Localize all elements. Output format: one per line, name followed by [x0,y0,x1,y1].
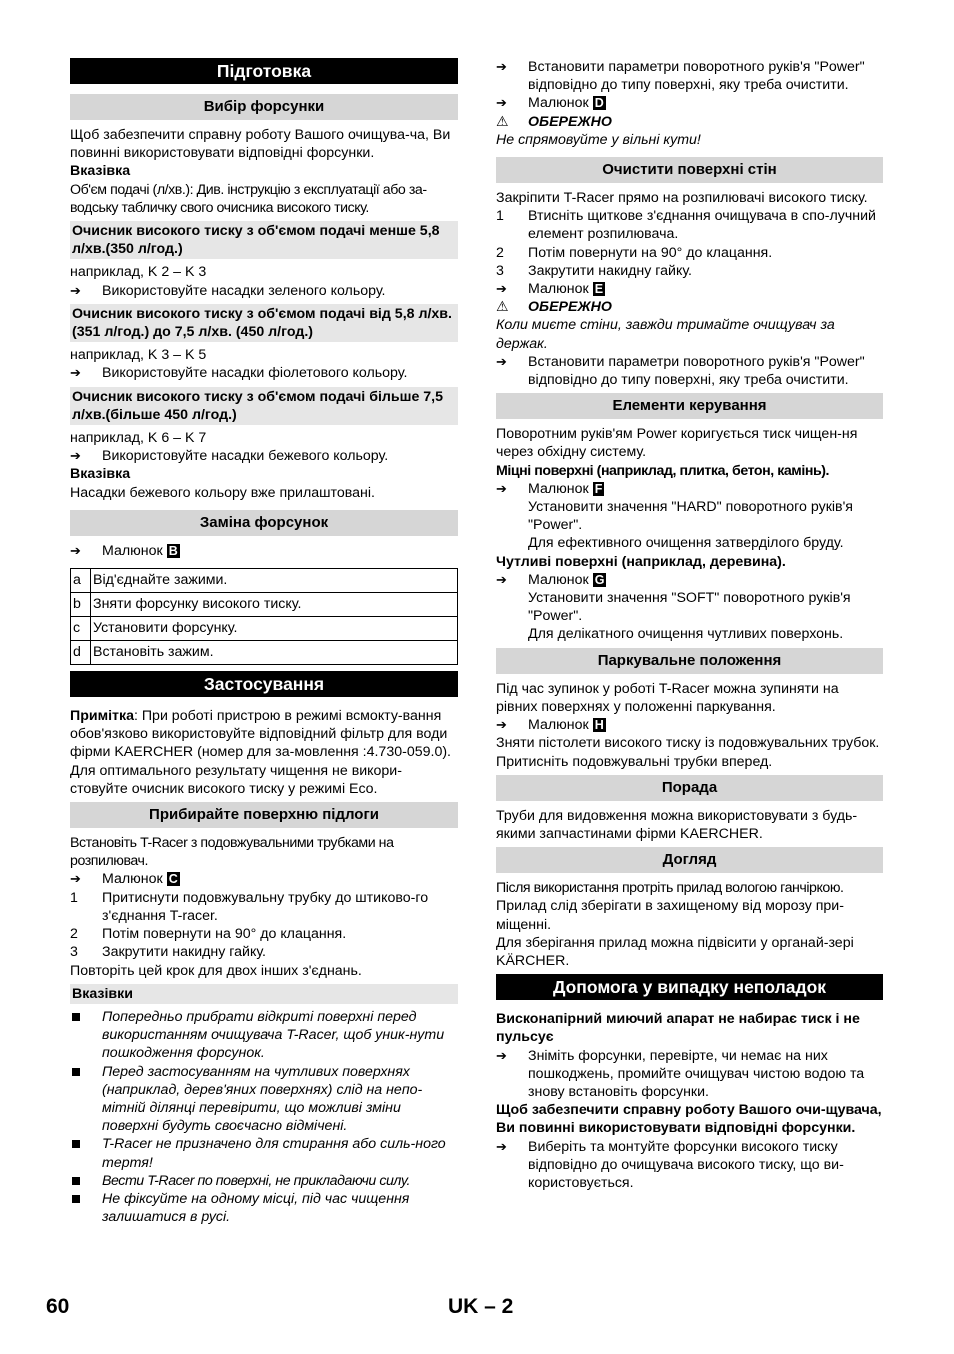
care-paragraph-2: Прилад слід зберігати в захищеному від морозу при-міщенні. [496,898,844,933]
floor-paragraph: Встановіть T-Racer з подовжувальними трубками на розпилювач. [70,835,394,870]
parking-paragraph: Під час зупинок у роботі T-Racer можна зупиняти на рівних поверхнях у положенні паркування. [496,680,839,715]
list-item [70,447,458,465]
table-row: d Встановіть зажим. [71,641,458,665]
left-column [70,58,458,1226]
trouble-2-text: Виберіть та монтуйте форсунки високого тиску відповідно до очищувача високого тиску, що ви-користовується. [528,1138,844,1191]
table-row: a Від'єднайте зажими. [71,569,458,593]
figure-label: Малюнок [528,717,589,734]
arrow-icon: ➔ [496,1047,507,1063]
arrow-icon: ➔ [496,717,507,733]
bullet-square-icon [72,1195,80,1203]
figure-ref-d [496,94,883,112]
trouble-2-label: Щоб забезпечити справну роботу Вашого очи-щувача, Ви повинні використовувати відповідні форсунки. [496,1102,882,1137]
use-green-nozzles: Використовуйте насадки зеленого кольору. [102,282,386,299]
note2-paragraph: Насадки бежевого кольору вже прилаштовані. [70,484,375,501]
warning-triangle-icon: ⚠ [496,113,509,130]
arrow-icon: ➔ [496,1138,507,1154]
warning-1-text: Не спрямовуйте у вільні кути! [496,131,701,148]
table-row: b Зняти форсунку високого тиску. [71,593,458,617]
arrow-icon: ➔ [70,365,81,381]
arrow-icon: ➔ [70,448,81,464]
flow-bar-medium: Очисник високого тиску з об'ємом подачі від 5,8 л/хв. (351 л/год.) до 7,5 л/хв. (450 л/год.) [70,304,458,342]
care-paragraph-3: Для зберігання прилад можна підвісити у органай-зері KÄRCHER. [496,934,854,969]
list-item [496,353,883,389]
arrow-icon: ➔ [70,871,81,887]
section-code: UK – 2 [448,1295,514,1318]
heading-controls: Елементи керування [496,393,883,419]
warning-2-text: Коли миєте стіни, завжди тримайте очищувач за держак. [496,317,835,352]
warning-2 [496,298,883,316]
list-item: Перед застосуванням на чутливих поверхнях (наприклад, дерев'яних поверхнях) слід на непо-мітній ділянці перевірити, що можливі зміни поверхні будуть своєчасно відмічені. [70,1063,458,1136]
list-item: 3 Закрутити накидну гайку. [70,944,266,961]
list-item: Не фіксуйте на одному місці, під час чищення залишатися в русі. [70,1190,458,1226]
heading-floor: Прибирайте поверхню підлоги [70,802,458,828]
controls-paragraph: Поворотним руків'ям Power коригується тиск чищен-ня через обхідну систему. [496,426,858,461]
use-beige-nozzles: Використовуйте насадки бежевого кольору. [102,448,389,465]
list-item [496,58,883,94]
trouble-1-text: Зніміть форсунки, перевірте, чи немає на них пошкоджень, промийте очищувач чистою водою та знову встановіть форсунки. [528,1047,865,1100]
soft-set-text: Установити значення "SOFT" поворотного руків'я "Power". [528,590,851,625]
figure-d-icon: D [594,96,604,111]
table-row: c Установити форсунку. [71,617,458,641]
hints-label: Вказівки [70,984,458,1004]
soft-for-text: Для делікатного очищення чутливих поверхонь. [528,626,844,643]
arrow-icon: ➔ [496,281,507,297]
trouble-1-label: Висконапірний миючий апарат не набирає тиск і не пульсує [496,1011,860,1046]
use-violet-nozzles: Використовуйте насадки фіолетового кольору. [102,365,408,382]
walls-paragraph: Закріпити T-Racer прямо на розпилювачі високого тиску. [496,190,868,207]
example-k2-k3: наприклад, K 2 – K 3 [70,264,207,281]
hard-set-text: Установити значення "HARD" поворотного руків'я "Power". [528,499,853,534]
list-item: Вести T-Racer по поверхні, не прикладаючи силу. [70,1172,458,1190]
figure-ref-f [496,480,883,498]
heading-preparation: Підготовка [70,58,458,84]
parking-paragraph-3: Притисніть подовжувальні трубки вперед. [496,753,773,770]
figure-ref-c [70,870,458,888]
hard-for-text: Для ефективного очищення затверділого бруду. [528,535,844,552]
heading-walls: Очистити поверхні стін [496,157,883,183]
heading-nozzle-choice: Вибір форсунки [70,94,458,120]
warning-triangle-icon: ⚠ [496,299,509,316]
example-k3-k5: наприклад, K 3 – K 5 [70,347,207,364]
figure-label: Малюнок [528,281,589,298]
remark-label: Примітка [70,708,134,725]
tip-paragraph: Труби для видовження можна використовувати з будь-якими запчастинами фірми KAERCHER. [496,807,858,842]
bullet-square-icon [72,1068,80,1076]
heading-care: Догляд [496,847,883,873]
warning-label: ОБЕРЕЖНО [528,113,612,130]
note-paragraph: Об'єм подачі (л/хв.): Див. інструкцію з експлуатації або за-водську табличку свого очисника високого тиску. [70,181,427,216]
remark-paragraph [70,707,458,762]
figure-ref-g [496,571,883,589]
page-number: 60 [46,1295,70,1318]
figure-c-icon: C [168,872,178,887]
list-item: 1 Притиснути подовжувальну трубку до штиково-го з'єднання T-racer. [70,889,429,924]
figure-label: Малюнок [528,95,589,112]
arrow-icon: ➔ [496,59,507,74]
warning-label: ОБЕРЕЖНО [528,299,612,316]
repeat-paragraph: Повторіть цей крок для двох інших з'єднань. [70,962,362,979]
bullet-square-icon [72,1140,80,1148]
figure-f-icon: F [594,481,603,496]
arrow-icon: ➔ [70,542,81,558]
warning-1 [496,113,883,131]
list-item: 3 Закрутити накидну гайку. [496,262,692,279]
set-power-2: Встановити параметри поворотного руків'я "Power" відповідно до типу поверхні, яку треба очистити. [528,353,865,389]
bullet-square-icon [72,1013,80,1021]
figure-g-icon: G [594,572,605,587]
figure-ref-h [496,716,883,734]
list-item: 2 Потім повернути на 90° до клацання. [496,244,773,261]
soft-surfaces-label: Чутливі поверхні (наприклад, деревина). [496,553,786,570]
eco-paragraph: Для оптимального результату чищення не викори-стовуйте очисник високого тиску у режимі Eco. [70,762,402,797]
note-label: Вказівка [70,163,131,180]
figure-label: Малюнок [102,871,163,888]
list-item [496,1047,883,1102]
parking-paragraph-2: Зняти пістолети високого тиску із подовжувальних трубок. [496,735,880,752]
set-power-1: Встановити параметри поворотного руків'я "Power" відповідно до типу поверхні, яку треба очистити. [528,59,865,94]
arrow-icon: ➔ [496,571,507,587]
care-paragraph-1: Після використання протріть прилад вологою ганчіркою. [496,880,844,897]
hard-surfaces-label: Міцні поверхні (наприклад, плитка, бетон, камінь). [496,462,829,479]
bullet-square-icon [72,1177,80,1185]
remark-text: : При роботі пристрою в режимі всмокту-вання обов'язково використовуйте відповідний фільтр для води фірми KAERCHER (номер для за-мовлення :4.730-059.0). [70,708,451,761]
flow-bar-large: Очисник високого тиску з об'ємом подачі більше 7,5 л/хв.(більше 450 л/год.) [70,387,458,425]
heading-parking: Паркувальне положення [496,648,883,674]
arrow-icon: ➔ [496,480,507,496]
list-item [496,1138,883,1193]
nozzle-change-table [70,568,458,665]
figure-label: Малюнок [102,542,163,559]
figure-b-icon: B [168,543,178,558]
list-item [70,282,458,300]
list-item [70,364,458,382]
arrow-icon: ➔ [496,95,507,111]
list-item: 1 Втисніть щиткове з'єднання очищувача в спо-лучний елемент розпилювача. [496,208,876,243]
figure-ref-e [496,280,883,298]
figure-label: Малюнок [528,571,589,588]
figure-e-icon: E [594,282,604,297]
figure-label: Малюнок [528,480,589,497]
arrow-icon: ➔ [496,353,507,369]
list-item: T-Racer не призначено для стирання або силь-ного тертя! [70,1135,458,1171]
heading-troubleshooting: Допомога у випадку неполадок [496,974,883,1000]
note2-label: Вказівка [70,466,131,483]
heading-nozzle-change: Заміна форсунок [70,510,458,536]
figure-ref-b [70,542,458,560]
example-k6-k7: наприклад, K 6 – K 7 [70,430,207,447]
heading-tip: Порада [496,775,883,801]
intro-paragraph: Щоб забезпечити справну роботу Вашого очищува-ча, Ви повинні використовувати відповідні форсунки. [70,127,451,162]
list-item: 2 Потім повернути на 90° до клацання. [70,926,347,943]
arrow-icon: ➔ [70,282,81,298]
flow-bar-small: Очисник високого тиску з об'ємом подачі менше 5,8 л/хв.(350 л/год.) [70,221,458,259]
heading-usage: Застосування [70,671,458,697]
figure-h-icon: H [594,718,604,733]
right-column [496,58,883,1192]
list-item: Попередньо прибрати відкриті поверхні перед використанням очищувача T-Racer, щоб уник-нути пошкодження форсунок. [70,1008,458,1063]
